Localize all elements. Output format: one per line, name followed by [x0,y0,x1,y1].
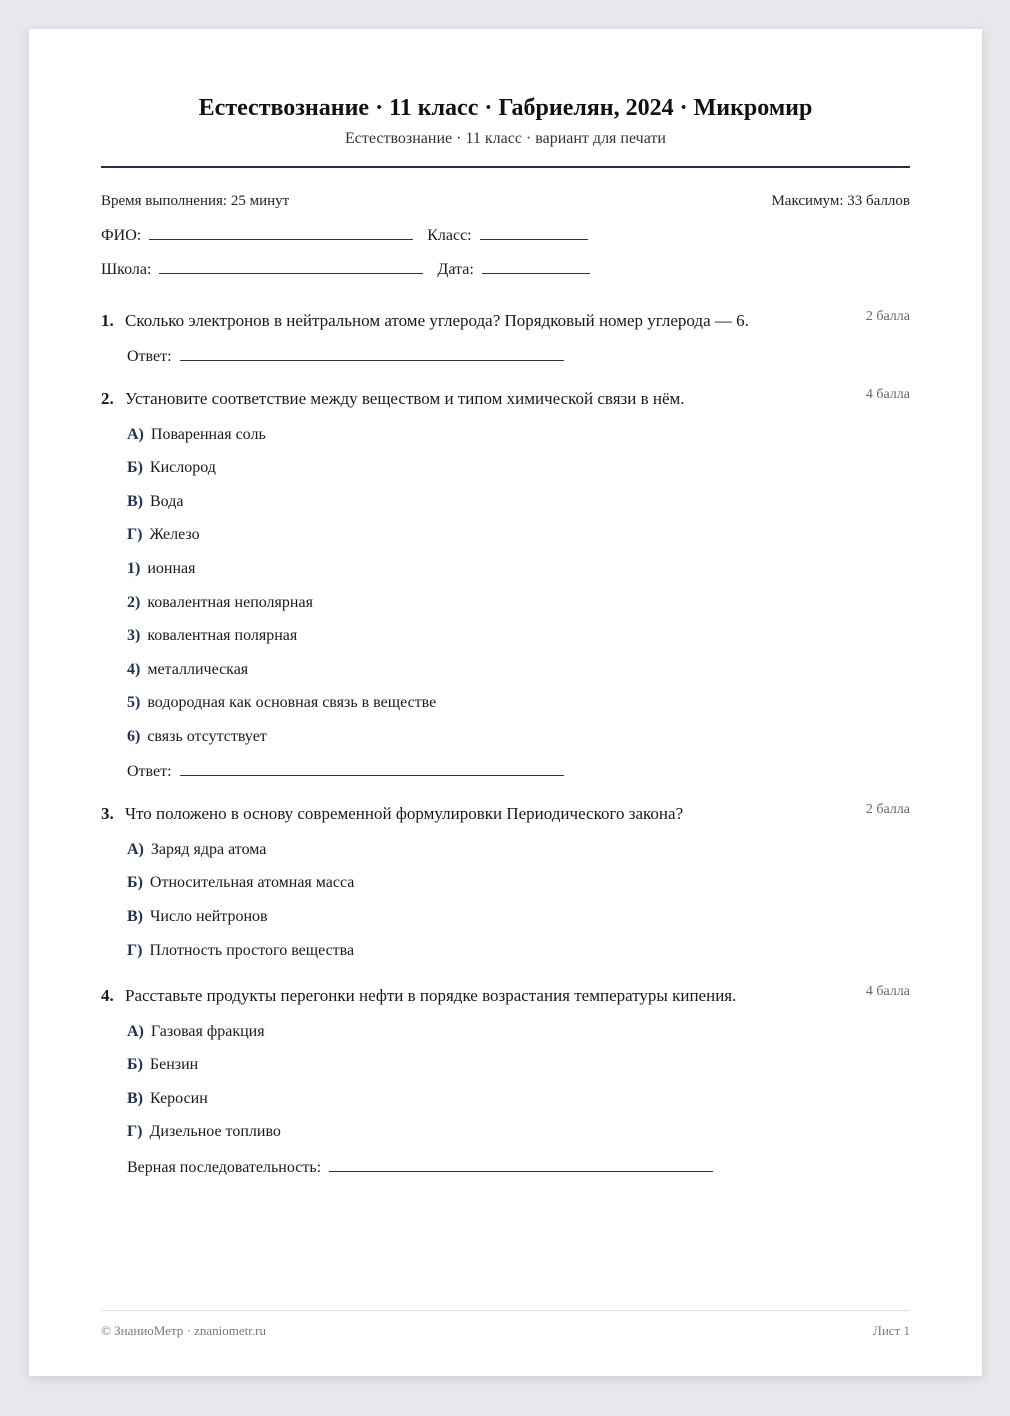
sequence-item [127,1123,281,1141]
page-title: Естествознание · 11 класс · Габриелян, 2024 · Микромир [198,95,813,121]
answer-4 [127,1157,713,1177]
school-label: Школа: [101,261,152,278]
option-label: А) [127,426,144,443]
fio-label: ФИО: [101,227,142,244]
question-text: Установите соответствие между веществом и типом химической связи в нём. [125,389,685,408]
option-text: ковалентная полярная [147,627,298,644]
time-limit: Время выполнения: 25 минут [101,193,290,209]
match-left-item [127,459,216,477]
match-left-item [127,426,266,444]
answer-label: Верная последовательность: [127,1159,322,1176]
option-label: 5) [127,694,141,711]
footer [101,1323,910,1339]
question-3 [101,804,910,824]
option-text: Дизельное топливо [149,1123,281,1140]
school-date-row [101,259,590,279]
worksheet-page [29,29,982,1376]
option-label: В) [127,493,143,510]
question-number: 1. [101,311,114,330]
option-text: ковалентная неполярная [147,594,313,611]
answer-field[interactable] [180,761,564,776]
option-text: металлическая [147,661,249,678]
answer-1 [127,346,564,366]
match-right-item [127,661,248,679]
option-text: Газовая фракция [150,1023,265,1040]
sequence-item [127,1090,208,1108]
match-right-item [127,594,313,612]
option-label: 2) [127,594,141,611]
option-label: Г) [127,526,143,543]
option-item[interactable] [127,874,354,892]
match-right-item [127,728,267,746]
question-number: 3. [101,804,114,823]
match-right-item [127,627,297,645]
option-item[interactable] [127,908,268,926]
option-text: Керосин [150,1090,208,1107]
page-subtitle: Естествознание · 11 класс · вариант для печати [345,130,666,147]
answer-label: Ответ: [127,348,172,365]
match-right-item [127,694,436,712]
option-text: Относительная атомная масса [149,874,355,891]
fio-class-row [101,225,588,245]
class-label: Класс: [427,227,472,244]
option-text: Поваренная соль [150,426,266,443]
match-left-item [127,526,200,544]
sequence-item [127,1023,265,1041]
footer-copyright: © ЗнаниоМетр · znaniometr.ru [101,1323,266,1338]
option-label: 4) [127,661,141,678]
option-text: Плотность простого вещества [149,942,355,959]
option-label: 6) [127,728,141,745]
question-points: 4 балла [865,387,910,402]
date-label: Дата: [437,261,474,278]
fio-field[interactable] [149,225,413,240]
class-field[interactable] [480,225,588,240]
question-2 [101,389,910,409]
header-divider [101,166,910,168]
answer-field[interactable] [329,1157,713,1172]
option-text: Бензин [149,1056,199,1073]
answer-field[interactable] [180,346,564,361]
option-label: А) [127,841,144,858]
option-label: Б) [127,1056,143,1073]
option-text: водородная как основная связь в веществе [147,694,437,711]
option-label: 3) [127,627,141,644]
question-number: 2. [101,389,114,408]
option-label: Б) [127,874,143,891]
question-text: Сколько электронов в нейтральном атоме углерода? Порядковый номер углерода — 6. [125,311,749,330]
option-item[interactable] [127,841,266,859]
option-text: Заряд ядра атома [150,841,267,858]
option-label: Г) [127,1123,143,1140]
option-label: 1) [127,560,141,577]
option-text: Железо [149,526,200,543]
option-text: Число нейтронов [150,908,268,925]
school-field[interactable] [159,259,423,274]
question-1 [101,311,910,331]
question-number: 4. [101,986,114,1005]
question-points: 2 балла [865,309,910,324]
option-label: В) [127,908,143,925]
option-item[interactable] [127,942,354,960]
option-text: Кислород [149,459,216,476]
sequence-item [127,1056,198,1074]
question-text: Расставьте продукты перегонки нефти в порядке возрастания температуры кипения. [125,986,737,1005]
footer-page-number: Лист 1 [873,1323,910,1338]
option-label: Б) [127,459,143,476]
option-text: связь отсутствует [147,728,267,745]
option-text: Вода [150,493,184,510]
max-score: Максимум: 33 баллов [771,193,910,209]
option-label: А) [127,1023,144,1040]
option-label: Г) [127,942,143,959]
answer-label: Ответ: [127,763,172,780]
question-text: Что положено в основу современной формулировки Периодического закона? [125,804,684,823]
date-field[interactable] [482,259,590,274]
meta-row [101,193,910,210]
match-right-item [127,560,195,578]
question-4 [101,986,910,1006]
footer-divider [101,1310,910,1311]
match-left-item [127,493,183,511]
question-points: 4 балла [865,984,910,999]
question-points: 2 балла [865,802,910,817]
option-text: ионная [147,560,196,577]
option-label: В) [127,1090,143,1107]
answer-2 [127,761,564,781]
